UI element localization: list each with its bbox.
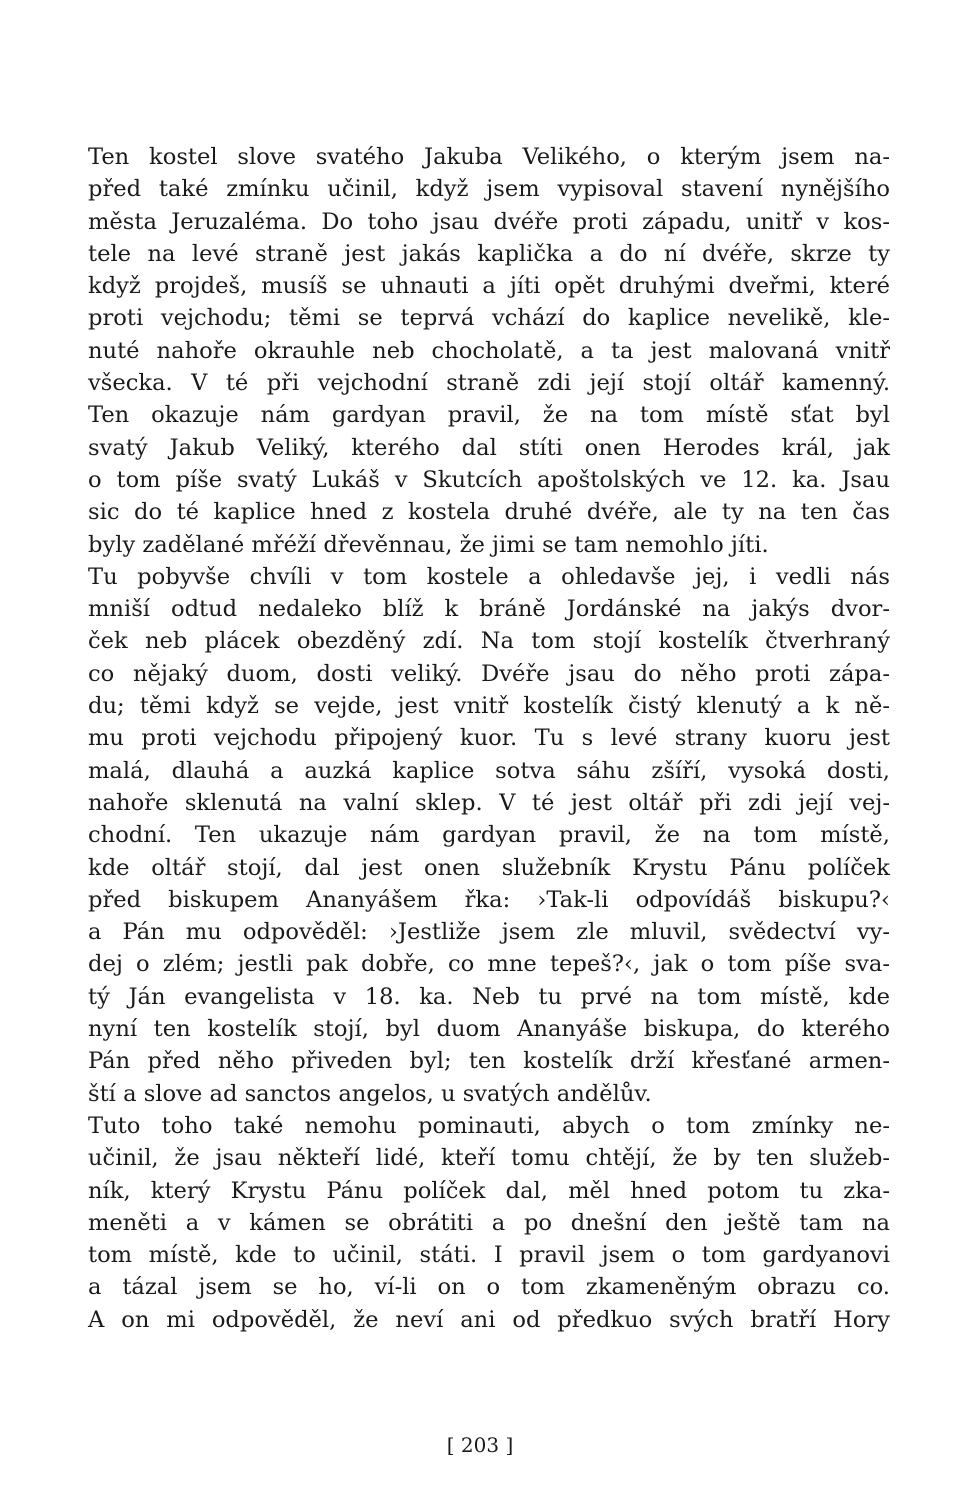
text-line: tele na levé straně jest jakás kaplička a do ní dvéře, skrze ty — [88, 240, 890, 267]
text-line: Ten okazuje nám gardyan pravil, že na tom místě sťat byl — [88, 402, 890, 429]
text-line: Pán před něho přiveden byl; ten kostelík drží křesťané armen- — [88, 1048, 890, 1075]
text-line: Tuto toho také nemohu pominauti, abych o tom zmínky ne- — [88, 1112, 890, 1139]
text-line: a tázal jsem se ho, ví-li on o tom zkameněným obrazu co. — [88, 1274, 890, 1301]
text-line: Ten kostel slove svatého Jakuba Velikého, o kterým jsem na- — [88, 144, 890, 170]
text-line: nuté nahoře okrauhle neb chocholatě, a ta jest malovaná vnitř — [88, 337, 890, 364]
text-line: malá, dlauhá a auzká kaplice sotva sáhu zšíří, vysoká dosti, — [88, 757, 890, 784]
text-line: A on mi odpověděl, že neví ani od předkuo svých bratří Hory — [88, 1306, 890, 1333]
text-line: byly zadělané mřéží dřevěnnau, že jimi se tam nemohlo jíti. — [88, 531, 769, 558]
text-line: sic do té kaplice hned z kostela druhé dvéře, ale ty na ten čas — [88, 499, 890, 526]
text-line: meněti a v kámen se obrátiti a po dnešní den ještě tam na — [88, 1209, 890, 1236]
page-number: [ 203 ] — [446, 1433, 514, 1457]
text-line: města Jeruzaléma. Do toho jsau dvéře proti západu, unitř v kos- — [88, 208, 890, 235]
text-line: nahoře sklenutá na valní sklep. V té jest oltář při zdi její vej- — [88, 789, 890, 816]
text-line: všecka. V té při vejchodní straně zdi její stojí oltář kamenný. — [88, 370, 890, 397]
text-line: ček neb plácek obezděný zdí. Na tom stojí kostelík čtverhraný — [88, 628, 890, 655]
text-line: dej o zlém; jestli pak dobře, co mne tepeš?‹, jak o tom píše sva- — [88, 951, 890, 978]
text-line: učinil, že jsau někteří lidé, kteří tomu chtějí, že by ten služeb- — [88, 1145, 890, 1172]
text-line: před biskupem Ananyášem řka: ›Tak-li odpovídáš biskupu?‹ — [88, 886, 890, 913]
text-line: kde oltář stojí, dal jest onen služebník Krystu Pánu políček — [88, 854, 890, 881]
text-line: tý Ján evangelista v 18. ka. Neb tu prvé na tom místě, kde — [88, 983, 890, 1010]
text-line: mu proti vejchodu připojený kuor. Tu s levé strany kuoru jest — [88, 725, 890, 752]
text-line: chodní. Ten ukazuje nám gardyan pravil, že na tom místě, — [88, 822, 890, 849]
text-line: svatý Jakub Veliký, kterého dal stíti onen Herodes král, jak — [88, 434, 890, 461]
text-line: proti vejchodu; těmi se teprvá vchází do kaplice nevelikě, kle- — [88, 305, 890, 332]
text-line: před také zmínku učinil, když jsem vypisoval stavení nynějšího — [88, 176, 890, 203]
text-line: du; těmi když se vejde, jest vnitř kostelík čistý klenutý a k ně- — [88, 693, 890, 720]
body-text — [88, 141, 890, 1336]
text-line: ští a slove ad sanctos angelos, u svatých andělův. — [88, 1080, 652, 1107]
text-line: ník, který Krystu Pánu políček dal, měl hned potom tu zka- — [88, 1177, 890, 1204]
text-line: mniší odtud nedaleko blíž k bráně Jordánské na jakýs dvor- — [88, 596, 890, 623]
text-line: Tu pobyvše chvíli v tom kostele a ohledavše jej, i vedli nás — [88, 563, 890, 590]
text-line: tom místě, kde to učinil, státi. I pravil jsem o tom gardyanovi — [88, 1242, 890, 1269]
text-line: co nějaký duom, dosti veliký. Dvéře jsau do něho proti zápa- — [88, 660, 890, 687]
text-line: a Pán mu odpověděl: ›Jestliže jsem zle mluvil, svědectví vy- — [88, 919, 890, 946]
text-line: nyní ten kostelík stojí, byl duom Ananyáše biskupa, do kterého — [88, 1016, 890, 1043]
text-line: o tom píše svatý Lukáš v Skutcích apoštolských ve 12. ka. Jsau — [88, 466, 890, 493]
text-line: když projdeš, musíš se uhnauti a jíti opět druhými dveřmi, které — [88, 273, 890, 300]
